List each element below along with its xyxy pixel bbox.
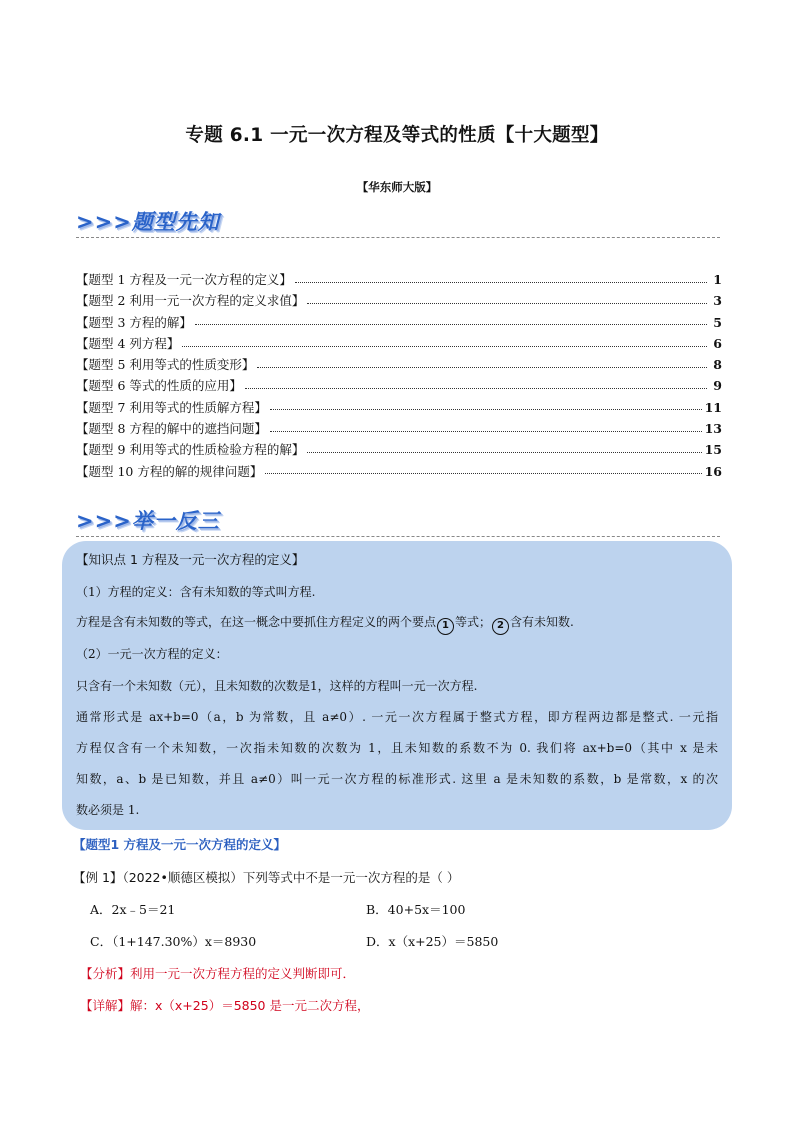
toc-page-number: 9 (713, 378, 722, 394)
toc-page-number: 16 (704, 463, 722, 479)
knowledge-paragraph: 只含有一个未知数（元），且未知数的次数是1，这样的方程叫一元一次方程. (76, 679, 478, 693)
toc-label: 【题型 5 利用等式的性质变形】 (76, 357, 255, 373)
option-c[interactable]: C．（1+147.30%）x＝8930 (90, 934, 257, 949)
toc-leader-dots (307, 443, 701, 453)
analysis-tag: 【分析】 (80, 966, 131, 981)
dashed-divider (76, 536, 720, 537)
toc-row[interactable] (76, 354, 722, 375)
toc-label: 【题型 1 方程及一元一次方程的定义】 (76, 272, 292, 287)
table-of-contents (76, 269, 722, 482)
knowledge-paragraph (76, 613, 718, 635)
knowledge-paragraph: 数必须是 1. (76, 803, 140, 817)
knowledge-point-box (62, 541, 732, 830)
toc-leader-dots (195, 315, 707, 325)
example-question (73, 868, 459, 886)
section-banner-toc: >>>题型先知 (76, 210, 220, 234)
toc-label: 【题型 2 利用一元一次方程的定义求值】 (76, 293, 305, 309)
toc-page-number: 5 (713, 314, 722, 330)
option-a[interactable]: A．2x﹣5＝21 (90, 902, 176, 917)
toc-leader-dots (307, 294, 707, 304)
knowledge-text: 等式； (455, 615, 492, 629)
knowledge-text: 含有未知数. (510, 615, 574, 629)
toc-row[interactable] (76, 333, 722, 354)
question-type-heading: 【题型1 方程及一元一次方程的定义】 (73, 837, 287, 852)
toc-row[interactable] (76, 269, 722, 290)
circled-number: 2 (492, 618, 509, 635)
toc-leader-dots (295, 273, 707, 283)
toc-page-number: 3 (713, 293, 722, 309)
toc-page-number: 15 (704, 442, 722, 458)
example-stem: 下列等式中不是一元一次方程的是（ ） (242, 870, 460, 885)
detail-line (80, 996, 369, 1014)
circled-number: 1 (437, 618, 454, 635)
document-subtitle: 【华东师大版】 (356, 180, 438, 194)
knowledge-paragraph: 知数，a、b 是已知数，并且 a≠0）叫一元一次方程的标准形式. 这里 a 是未知数的系数，b 是常数，x 的次 (76, 772, 718, 786)
toc-leader-dots (182, 337, 707, 347)
toc-label: 【题型 6 等式的性质的应用】 (76, 378, 242, 394)
toc-leader-dots (270, 422, 702, 432)
section-header-practice (76, 505, 720, 539)
toc-leader-dots (265, 464, 701, 474)
toc-label: 【题型 10 方程的解的规律问题】 (76, 463, 263, 479)
toc-page-number: 11 (704, 399, 722, 415)
knowledge-paragraph: （1）方程的定义：含有未知数的等式叫方程. (76, 585, 316, 599)
toc-row[interactable] (76, 418, 722, 439)
analysis-line (80, 964, 355, 982)
knowledge-paragraph: （2）一元一次方程的定义： (76, 647, 228, 661)
toc-leader-dots (257, 358, 707, 368)
toc-leader-dots (270, 400, 702, 410)
toc-row[interactable] (76, 439, 722, 460)
toc-page-number: 13 (704, 421, 722, 437)
example-tag: 【例 1】 (73, 870, 123, 885)
knowledge-title: 【知识点 1 方程及一元一次方程的定义】 (76, 552, 305, 567)
knowledge-text: 方程是含有未知数的等式，在这一概念中要抓住方程定义的两个要点 (76, 615, 437, 629)
toc-label: 【题型 3 方程的解】 (76, 314, 192, 330)
toc-page-number: 6 (713, 335, 722, 351)
toc-label: 【题型 7 利用等式的性质解方程】 (76, 399, 267, 415)
detail-tag: 【详解】 (80, 998, 131, 1013)
section-banner-practice: >>>举一反三 (76, 509, 220, 533)
toc-label: 【题型 4 列方程】 (76, 335, 180, 351)
document-title: 专题 6.1 一元一次方程及等式的性质【十大题型】 (185, 125, 609, 146)
toc-page-number: 1 (713, 272, 722, 287)
option-d[interactable]: D．x（x+25）＝5850 (366, 934, 499, 949)
knowledge-paragraph: 通常形式是 ax+b=0（a，b 为常数，且 a≠0）. 一元一次方程属于整式方程，即方程两边都是整式. 一元指 (76, 710, 718, 724)
dashed-divider (76, 237, 720, 238)
toc-row[interactable] (76, 375, 722, 396)
toc-page-number: 8 (713, 357, 722, 373)
toc-label: 【题型 8 方程的解中的遮挡问题】 (76, 421, 267, 437)
toc-row[interactable] (76, 397, 722, 418)
toc-row[interactable] (76, 290, 722, 311)
example-source: （2022•顺德区模拟） (122, 870, 243, 885)
section-header-toc (76, 206, 720, 240)
option-b[interactable]: B．40+5x＝100 (366, 902, 466, 917)
toc-leader-dots (245, 379, 707, 389)
toc-row[interactable] (76, 312, 722, 333)
knowledge-paragraph: 方程仅含有一个未知数，一次指未知数的次数为 1，且未知数的系数不为 0. 我们将 ax+b=0（其中 x 是未 (76, 741, 718, 755)
toc-row[interactable] (76, 461, 722, 482)
analysis-text: 利用一元一次方程方程的定义判断即可． (130, 966, 356, 981)
detail-text: 解：x（x+25）＝5850 是一元二次方程， (130, 998, 370, 1013)
toc-label: 【题型 9 利用等式的性质检验方程的解】 (76, 442, 305, 458)
